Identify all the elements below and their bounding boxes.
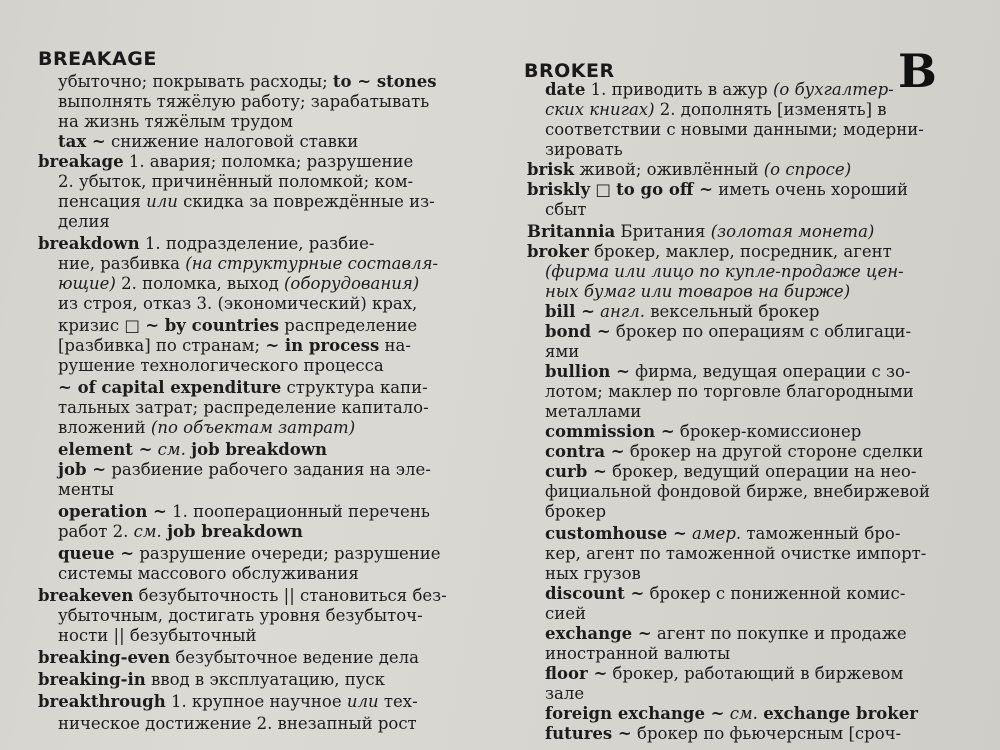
dictionary-line xyxy=(58,356,384,376)
definition-text: брокер по фьючерсным [сроч- xyxy=(631,724,902,743)
dictionary-line xyxy=(58,522,303,542)
dictionary-line xyxy=(545,200,586,220)
headword-text: breakeven xyxy=(38,586,134,605)
dictionary-line xyxy=(545,100,887,120)
italic-gloss-text: см. xyxy=(133,522,162,541)
definition-text: брокер с пониженной комис- xyxy=(644,584,906,603)
italic-gloss-text: (о бухгалтер- xyxy=(772,80,894,99)
italic-gloss-text: ских книгах) xyxy=(545,100,655,119)
headword-text: job breakdown xyxy=(191,440,327,459)
headword-text: foreign exchange ~ xyxy=(545,704,725,723)
headword-text: breakthrough xyxy=(38,692,166,711)
dictionary-line xyxy=(58,254,438,274)
italic-gloss-text: (о спросе) xyxy=(763,160,852,179)
headword-text: to ~ stones xyxy=(332,72,437,91)
dictionary-line xyxy=(58,378,428,398)
definition-text: на- xyxy=(379,336,411,355)
definition-text: брокер, маклер, посредник, агент xyxy=(588,242,892,261)
dictionary-line xyxy=(545,462,916,482)
definition-text: зировать xyxy=(545,140,623,159)
dictionary-line xyxy=(58,72,437,92)
definition-text: □ xyxy=(590,180,617,199)
dictionary-line xyxy=(58,316,417,336)
definition-text: таможенный бро- xyxy=(741,524,901,543)
dictionary-line xyxy=(58,192,435,212)
definition-text: сией xyxy=(545,604,587,623)
italic-gloss-text: (золотая монета) xyxy=(710,222,875,241)
dictionary-line xyxy=(527,180,908,200)
dictionary-line xyxy=(58,92,429,112)
section-letter: B xyxy=(898,44,937,98)
dictionary-line xyxy=(58,564,359,584)
dictionary-line xyxy=(58,398,429,418)
dictionary-line xyxy=(545,282,850,302)
definition-text: выполнять тяжёлую работу; зарабатывать xyxy=(58,92,430,111)
headword-text: futures ~ xyxy=(545,724,632,743)
dictionary-line xyxy=(545,262,904,282)
dictionary-line xyxy=(58,440,327,460)
headword-text: broker xyxy=(527,242,589,261)
italic-gloss-text: ющие) xyxy=(58,274,116,293)
definition-text: распределение xyxy=(279,316,418,335)
definition-text: брокер, ведущий операции на нео- xyxy=(606,462,917,481)
dictionary-line xyxy=(545,604,586,624)
italic-gloss-text: (оборудования) xyxy=(284,274,420,293)
definition-text: ных грузов xyxy=(545,564,641,583)
dictionary-line xyxy=(545,564,641,584)
definition-text: кризис □ xyxy=(58,316,146,335)
dictionary-line xyxy=(545,724,901,744)
dictionary-line xyxy=(545,302,820,322)
headword-text: exchange ~ xyxy=(545,624,652,643)
right-running-head: BROKER xyxy=(524,60,615,82)
definition-text: 2. дополнять [изменять] в xyxy=(654,100,887,119)
dictionary-line xyxy=(38,234,374,254)
dictionary-line xyxy=(58,336,411,356)
definition-text: структура капи- xyxy=(281,378,428,397)
headword-text: element ~ xyxy=(58,440,153,459)
dictionary-line xyxy=(58,460,431,480)
headword-text: ~ in process xyxy=(265,336,380,355)
definition-text: 1. крупное научное xyxy=(165,692,347,711)
definition-text: вложений xyxy=(58,418,151,437)
definition-text: тальных затрат; распределение капитало- xyxy=(58,398,429,417)
definition-text: ние, разбивка xyxy=(58,254,186,273)
dictionary-line xyxy=(58,480,114,500)
italic-gloss-text: (по объектам затрат) xyxy=(150,418,356,437)
dictionary-line xyxy=(58,606,423,626)
headword-text: briskly xyxy=(527,180,591,199)
definition-text: убыточным, достигать уровня безубыточ- xyxy=(58,606,423,625)
dictionary-line xyxy=(58,714,417,734)
headword-text: job ~ xyxy=(58,460,107,479)
definition-text: лотом; маклер по торговле благородными xyxy=(545,382,914,401)
dictionary-line xyxy=(545,382,914,402)
definition-text: брокер по операциям с облигаци- xyxy=(610,322,912,341)
definition-text: разбиение рабочего задания на эле- xyxy=(106,460,431,479)
definition-text: металлами xyxy=(545,402,642,421)
left-running-head: BREAKAGE xyxy=(38,48,157,70)
definition-text: [разбивка] по странам; xyxy=(58,336,266,355)
headword-text: operation ~ xyxy=(58,502,167,521)
italic-gloss-text: (на структурные составля- xyxy=(185,254,439,273)
definition-text: 1. подразделение, разбие- xyxy=(139,234,375,253)
dictionary-line xyxy=(527,242,892,262)
italic-gloss-text: см. xyxy=(729,704,758,723)
definition-text: ническое достижение 2. внезапный рост xyxy=(58,714,417,733)
dictionary-line xyxy=(545,482,930,502)
definition-text: скидка за повреждённые из- xyxy=(177,192,435,211)
definition-text: 2. убыток, причинённый поломкой; ком- xyxy=(58,172,414,191)
headword-text: exchange broker xyxy=(763,704,918,723)
definition-text: убыточно; покрывать расходы; xyxy=(58,72,333,91)
dictionary-line xyxy=(545,322,911,342)
definition-text: ввод в эксплуатацию, пуск xyxy=(145,670,385,689)
dictionary-line xyxy=(545,684,584,704)
dictionary-line xyxy=(38,670,385,690)
dictionary-line xyxy=(545,140,623,160)
dictionary-line xyxy=(58,212,110,232)
headword-text: brisk xyxy=(527,160,575,179)
dictionary-line xyxy=(545,362,911,382)
italic-gloss-text: или xyxy=(146,192,178,211)
definition-text: ности || безубыточный xyxy=(58,626,257,645)
dictionary-line xyxy=(527,160,851,180)
headword-text: commission ~ xyxy=(545,422,675,441)
dictionary-line xyxy=(545,442,923,462)
dictionary-line xyxy=(545,624,907,644)
definition-text: 1. пооперационный перечень xyxy=(166,502,430,521)
definition-text: зале xyxy=(545,684,585,703)
headword-text: discount ~ xyxy=(545,584,645,603)
dictionary-line xyxy=(38,648,419,668)
definition-text: пенсация xyxy=(58,192,147,211)
definition-text: иметь очень хороший xyxy=(712,180,909,199)
definition-text: на жизнь тяжёлым трудом xyxy=(58,112,293,131)
headword-text: tax ~ xyxy=(58,132,106,151)
definition-text: фициальной фондовой бирже, внебиржевой xyxy=(545,482,931,501)
dictionary-line xyxy=(58,502,430,522)
definition-text: брокер на другой стороне сделки xyxy=(624,442,924,461)
definition-text: разрушение очереди; разрушение xyxy=(134,544,441,563)
italic-gloss-text: амер. xyxy=(692,524,742,543)
dictionary-line xyxy=(545,422,861,442)
definition-text: вексельный брокер xyxy=(644,302,820,321)
dictionary-line xyxy=(545,342,579,362)
definition-text: безубыточное ведение дела xyxy=(170,648,419,667)
headword-text: bill ~ xyxy=(545,302,595,321)
definition-text: Британия xyxy=(615,222,711,241)
dictionary-line xyxy=(58,294,417,314)
dictionary-line xyxy=(58,274,419,294)
headword-text: ~ of capital expenditure xyxy=(58,378,282,397)
definition-text: кер, агент по таможенной очистке импорт- xyxy=(545,544,927,563)
definition-text: системы массового обслуживания xyxy=(58,564,359,583)
definition-text: рушение технологического процесса xyxy=(58,356,384,375)
dictionary-line xyxy=(545,704,918,724)
definition-text: тех- xyxy=(378,692,418,711)
definition-text: сбыт xyxy=(545,200,587,219)
definition-text: работ 2. xyxy=(58,522,134,541)
dictionary-line xyxy=(545,402,641,422)
dictionary-line xyxy=(545,120,924,140)
headword-text: breaking-even xyxy=(38,648,171,667)
definition-text: ями xyxy=(545,342,580,361)
dictionary-line xyxy=(58,112,293,132)
definition-text: 2. поломка, выход xyxy=(115,274,284,293)
definition-text: брокер-комиссионер xyxy=(674,422,862,441)
definition-text: безубыточность || становиться без- xyxy=(133,586,447,605)
headword-text: Britannia xyxy=(527,222,616,241)
definition-text: фирма, ведущая операции с зо- xyxy=(629,362,911,381)
dictionary-line xyxy=(545,524,900,544)
headword-text: queue ~ xyxy=(58,544,135,563)
headword-text: contra ~ xyxy=(545,442,625,461)
headword-text: bond ~ xyxy=(545,322,611,341)
headword-text: job breakdown xyxy=(167,522,303,541)
dictionary-line xyxy=(38,152,413,172)
dictionary-line xyxy=(545,584,905,604)
dictionary-line xyxy=(58,172,413,192)
italic-gloss-text: или xyxy=(346,692,379,711)
dictionary-line xyxy=(38,586,447,606)
headword-text: customhouse ~ xyxy=(545,524,687,543)
definition-text: снижение налоговой ставки xyxy=(105,132,359,151)
italic-gloss-text: англ. xyxy=(600,302,645,321)
headword-text: breakdown xyxy=(38,234,140,253)
headword-text: bullion ~ xyxy=(545,362,630,381)
headword-text: breakage xyxy=(38,152,124,171)
definition-text: агент по покупке и продаже xyxy=(651,624,907,643)
definition-text: иностранной валюты xyxy=(545,644,731,663)
dictionary-line xyxy=(58,132,358,152)
dictionary-line xyxy=(545,664,903,684)
dictionary-line xyxy=(38,692,418,712)
dictionary-line xyxy=(545,502,606,522)
dictionary-line xyxy=(58,418,355,438)
headword-text: curb ~ xyxy=(545,462,607,481)
dictionary-line xyxy=(545,80,894,100)
headword-text: date xyxy=(545,80,586,99)
definition-text: 1. авария; поломка; разрушение xyxy=(123,152,414,171)
definition-text: брокер xyxy=(545,502,607,521)
headword-text: floor ~ xyxy=(545,664,608,683)
definition-text: живой; оживлённый xyxy=(574,160,764,179)
italic-gloss-text: (фирма или лицо по купле-продаже цен- xyxy=(545,262,904,281)
definition-text: из строя, отказ 3. (экономический) крах, xyxy=(58,294,418,313)
headword-text: to go off ~ xyxy=(616,180,713,199)
definition-text: 1. приводить в ажур xyxy=(585,80,773,99)
definition-text: делия xyxy=(58,212,110,231)
headword-text: ~ by countries xyxy=(145,316,280,335)
italic-gloss-text: см. xyxy=(157,440,186,459)
dictionary-line xyxy=(58,544,441,564)
dictionary-line xyxy=(527,222,874,242)
dictionary-line xyxy=(545,644,730,664)
definition-text: менты xyxy=(58,480,114,499)
headword-text: breaking-in xyxy=(38,670,146,689)
definition-text: соответствии с новыми данными; модерни- xyxy=(545,120,924,139)
italic-gloss-text: ных бумаг или товаров на бирже) xyxy=(545,282,851,301)
dictionary-line xyxy=(545,544,926,564)
dictionary-line xyxy=(58,626,256,646)
definition-text: брокер, работающий в биржевом xyxy=(607,664,904,683)
